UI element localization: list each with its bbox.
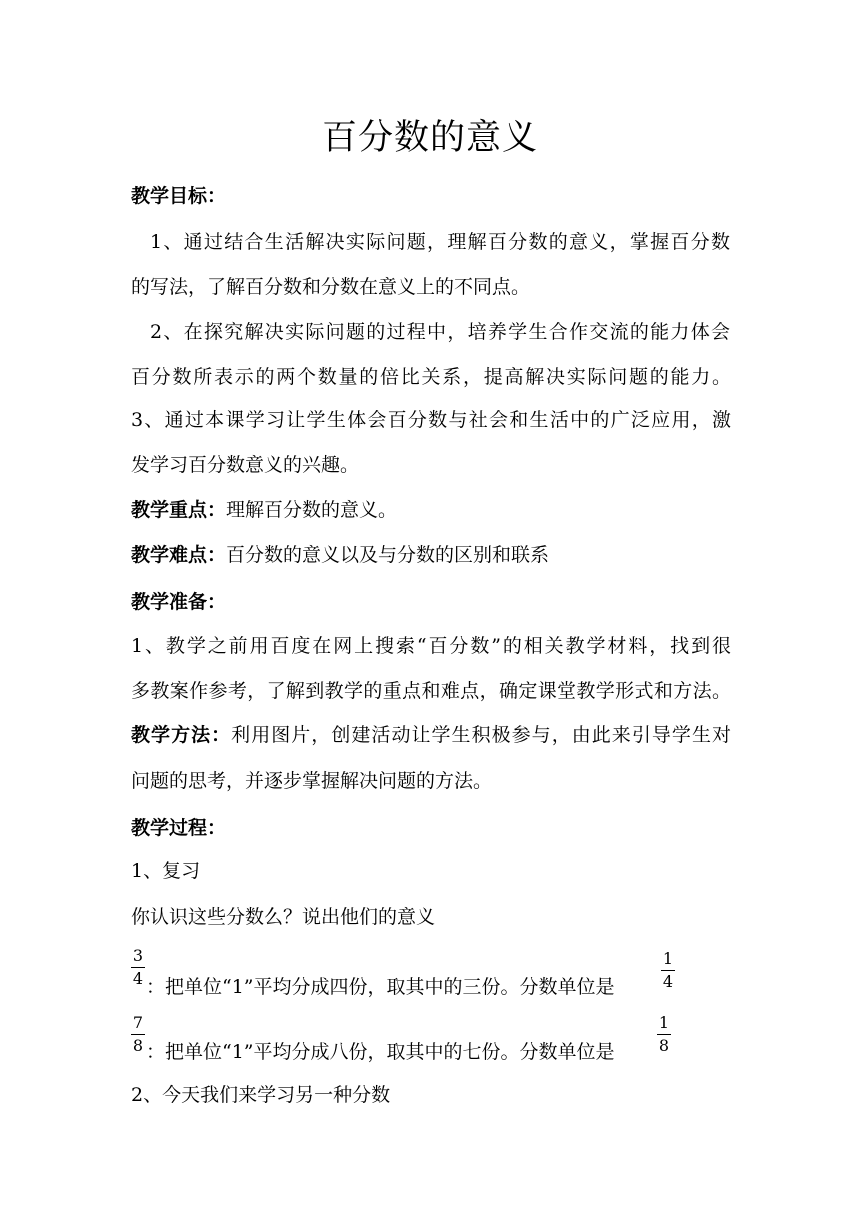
process-question: 你认识这些分数么？说出他们的意义	[131, 906, 436, 928]
difficulty-label: 教学难点：	[131, 544, 227, 566]
fraction-unit-1-4	[660, 950, 676, 992]
process-step-2: 2、今天我们来学习另一种分数	[131, 1084, 391, 1106]
fraction-numerator: 1	[662, 949, 674, 968]
fraction-numerator: 1	[658, 1013, 670, 1032]
objective-1-line-1: 1、通过结合生活解决实际问题，理解百分数的意义，掌握百分数	[150, 231, 730, 253]
fraction-numerator: 7	[132, 1013, 144, 1032]
key-point-text: 理解百分数的意义。	[226, 499, 398, 521]
fraction-3-4	[130, 947, 146, 989]
process-step-1: 1、复习	[131, 860, 201, 882]
fraction-bar	[661, 970, 675, 971]
fraction-row-1-text: ：把单位“1”平均分成四份，取其中的三份。分数单位是	[146, 976, 615, 998]
fraction-denominator: 8	[132, 1036, 144, 1055]
objective-3-line-1: 3、通过本课学习让学生体会百分数与社会和生活中的广泛应用，激	[131, 409, 731, 431]
fraction-bar	[131, 967, 145, 968]
fraction-7-8	[130, 1014, 146, 1056]
key-point	[131, 495, 731, 525]
objective-3-line-2: 发学习百分数意义的兴趣。	[131, 454, 360, 476]
fraction-denominator: 8	[658, 1036, 670, 1055]
fraction-denominator: 4	[662, 972, 674, 991]
fraction-row-2-text: ：把单位“1”平均分成八份，取其中的七份。分数单位是	[146, 1041, 615, 1063]
fraction-denominator: 4	[132, 969, 144, 988]
method-label: 教学方法：	[131, 724, 232, 746]
process-heading: 教学过程：	[131, 817, 227, 839]
fraction-unit-1-8	[656, 1014, 672, 1056]
objective-1-line-2: 的写法，了解百分数和分数在意义上的不同点。	[131, 276, 531, 298]
objective-2-line-1: 2、在探究解决实际问题的过程中，培养学生合作交流的能力体会	[150, 321, 730, 343]
fraction-bar	[131, 1034, 145, 1035]
method-line-1	[131, 720, 731, 750]
difficulty	[131, 540, 731, 570]
preparation-line-1: 1、教学之前用百度在网上搜索“百分数”的相关教学材料，找到很	[131, 635, 731, 657]
objective-2-line-2: 百分数所表示的两个数量的倍比关系，提高解决实际问题的能力。	[131, 366, 731, 388]
method-line-2: 问题的思考，并逐步掌握解决问题的方法。	[131, 770, 493, 792]
document-title: 百分数的意义	[321, 118, 538, 158]
objectives-heading: 教学目标：	[131, 185, 227, 207]
method-text-1: 利用图片，创建活动让学生积极参与，由此来引导学生对	[231, 724, 731, 746]
difficulty-text: 百分数的意义以及与分数的区别和联系	[226, 544, 550, 566]
fraction-bar	[657, 1034, 671, 1035]
preparation-heading: 教学准备：	[131, 591, 227, 613]
fraction-numerator: 3	[132, 946, 144, 965]
preparation-line-2: 多教案作参考，了解到教学的重点和难点，确定课堂教学形式和方法。	[131, 680, 731, 702]
key-point-label: 教学重点：	[131, 499, 227, 521]
